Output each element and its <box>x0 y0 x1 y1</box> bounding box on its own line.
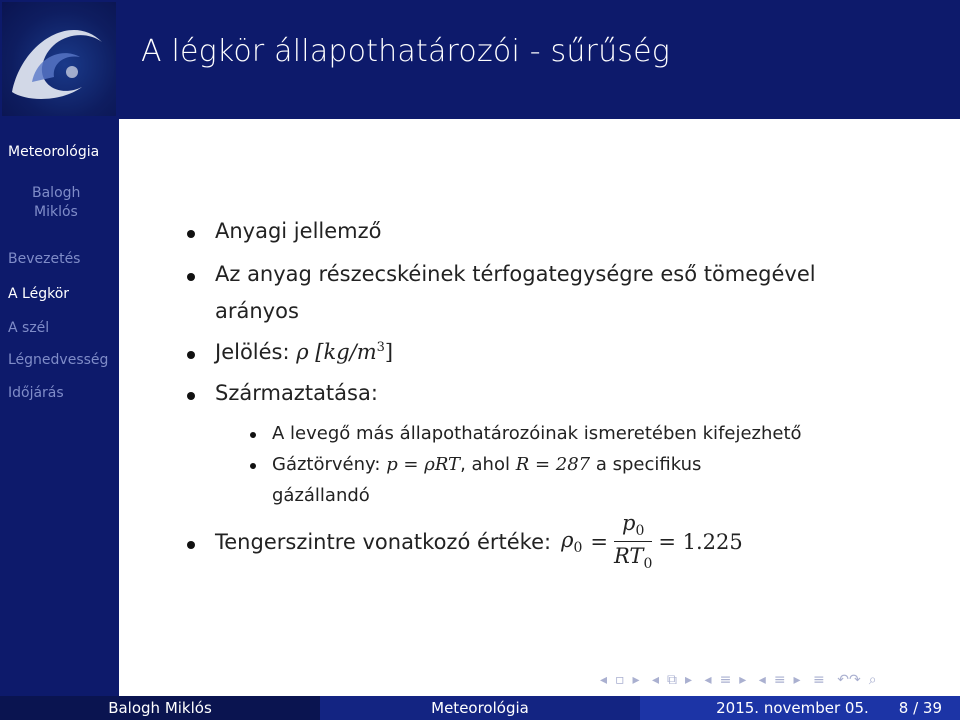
footer-page-number: 8 / 39 <box>898 699 942 717</box>
nav-frame-prev-icon[interactable]: ◂ <box>600 672 608 688</box>
subbullet-text: Gáztörvény: <box>272 454 381 475</box>
bullet-text: Jelölés: <box>215 340 290 364</box>
bullet-tengerszint <box>215 511 743 572</box>
math-subscript: 0 <box>573 539 583 556</box>
nav-section-icon[interactable]: ≡ <box>719 672 732 688</box>
bullet-jeloles <box>215 340 393 364</box>
subbullet-dot <box>250 463 256 469</box>
footer-date-section <box>640 696 960 720</box>
footer-date: 2015. november 05. <box>716 699 869 717</box>
bullet-text: arányos <box>215 299 299 323</box>
subbullet-dot <box>250 432 256 438</box>
bullet-dot <box>187 273 195 281</box>
bullet-dot <box>187 230 195 238</box>
sidebar <box>0 0 119 696</box>
subbullet-levego <box>272 423 802 444</box>
bullet-text: Származtatása: <box>215 381 378 405</box>
bullet-text: Anyagi jellemző <box>215 219 382 243</box>
nav-section-prev-icon[interactable]: ◂ <box>704 672 712 688</box>
subbullet-text: gázállandó <box>272 485 370 506</box>
sidebar-item-a-szel[interactable]: A szél <box>8 320 50 336</box>
math-subscript: 0 <box>643 556 653 573</box>
subbullet-gaztorveny <box>272 454 701 475</box>
math-superscript: 3 <box>376 340 385 355</box>
math-result: = 1.225 <box>658 529 743 554</box>
subbullet-text: A levegő más állapothatározóinak ismeretében kifejezhető <box>272 423 802 444</box>
math-gas-constant: R = 287 <box>515 454 591 475</box>
nav-subsection-prev-icon[interactable]: ◂ <box>652 672 660 688</box>
math-p: p <box>621 511 636 535</box>
sidebar-item-legnedvesseg[interactable]: Légnedvesség <box>8 352 109 368</box>
footer-title: Meteorológia <box>431 699 529 717</box>
sidebar-presentation-title[interactable]: Meteorológia <box>8 144 100 160</box>
page-title: A légkör állapothatározói - sűrűség <box>141 34 670 69</box>
sidebar-item-bevezetes[interactable]: Bevezetés <box>8 251 81 267</box>
nav-appendix-icon[interactable]: ≡ <box>813 672 825 688</box>
frame-header <box>119 0 960 119</box>
subbullet-text-mid: , ahol <box>460 454 510 475</box>
math-equals: = <box>590 529 608 554</box>
bullet-text: Az anyag részecskéinek térfogategységre eső tömegével <box>215 262 816 286</box>
nav-back-forward-icon[interactable]: ↶↷ <box>837 672 861 688</box>
nav-search-icon[interactable]: ⌕ <box>868 672 877 688</box>
bullet-szarmaztatasa <box>215 381 378 405</box>
nav-doc-next-icon[interactable]: ▸ <box>793 672 801 688</box>
bullet-dot <box>187 541 195 549</box>
math-rho0 <box>561 528 582 556</box>
nav-frame-next-icon[interactable]: ▸ <box>632 672 640 688</box>
footer-title-section <box>320 696 640 720</box>
math-rt: RT <box>613 544 644 569</box>
sidebar-author-last: Miklós <box>34 204 78 220</box>
nav-frame-icon[interactable]: ▫ <box>615 672 625 688</box>
sidebar-item-a-legkor[interactable]: A Légkör <box>8 286 70 302</box>
nav-doc-prev-icon[interactable]: ◂ <box>758 672 766 688</box>
footer-author: Balogh Miklós <box>108 699 212 717</box>
slide-content <box>119 119 960 696</box>
math-rho-units: ρ [kg/m <box>296 340 377 364</box>
math-gas-law: p = ρRT <box>386 454 461 475</box>
bullet-dot <box>187 392 195 400</box>
nav-subsection-icon[interactable]: ⧉ <box>667 672 678 688</box>
beamer-navigation <box>600 672 950 692</box>
bullet-text: Tengerszintre vonatkozó értéke: <box>215 529 552 554</box>
nav-doc-icon[interactable]: ≡ <box>773 672 786 688</box>
math-subscript: 0 <box>635 523 645 540</box>
math-bracket: ] <box>384 340 394 364</box>
bullet-aranyos <box>215 262 816 286</box>
nav-section-next-icon[interactable]: ▸ <box>739 672 747 688</box>
math-fraction <box>614 511 652 572</box>
nav-subsection-next-icon[interactable]: ▸ <box>685 672 693 688</box>
math-numerator <box>614 511 652 542</box>
university-logo <box>2 2 116 116</box>
sidebar-item-idojaras[interactable]: Időjárás <box>8 385 64 401</box>
subbullet-gaztorveny-continued <box>272 485 370 506</box>
math-rho: ρ <box>561 527 574 552</box>
footer <box>0 696 960 720</box>
sidebar-author-first: Balogh <box>32 185 81 201</box>
bullet-dot <box>187 351 195 359</box>
footer-author-section <box>0 696 320 720</box>
math-denominator <box>614 542 652 572</box>
bullet-aranyos-continued <box>215 299 299 323</box>
bullet-anyagi-jellemzo <box>215 219 381 243</box>
subbullet-text-post: a specifikus <box>595 454 702 475</box>
